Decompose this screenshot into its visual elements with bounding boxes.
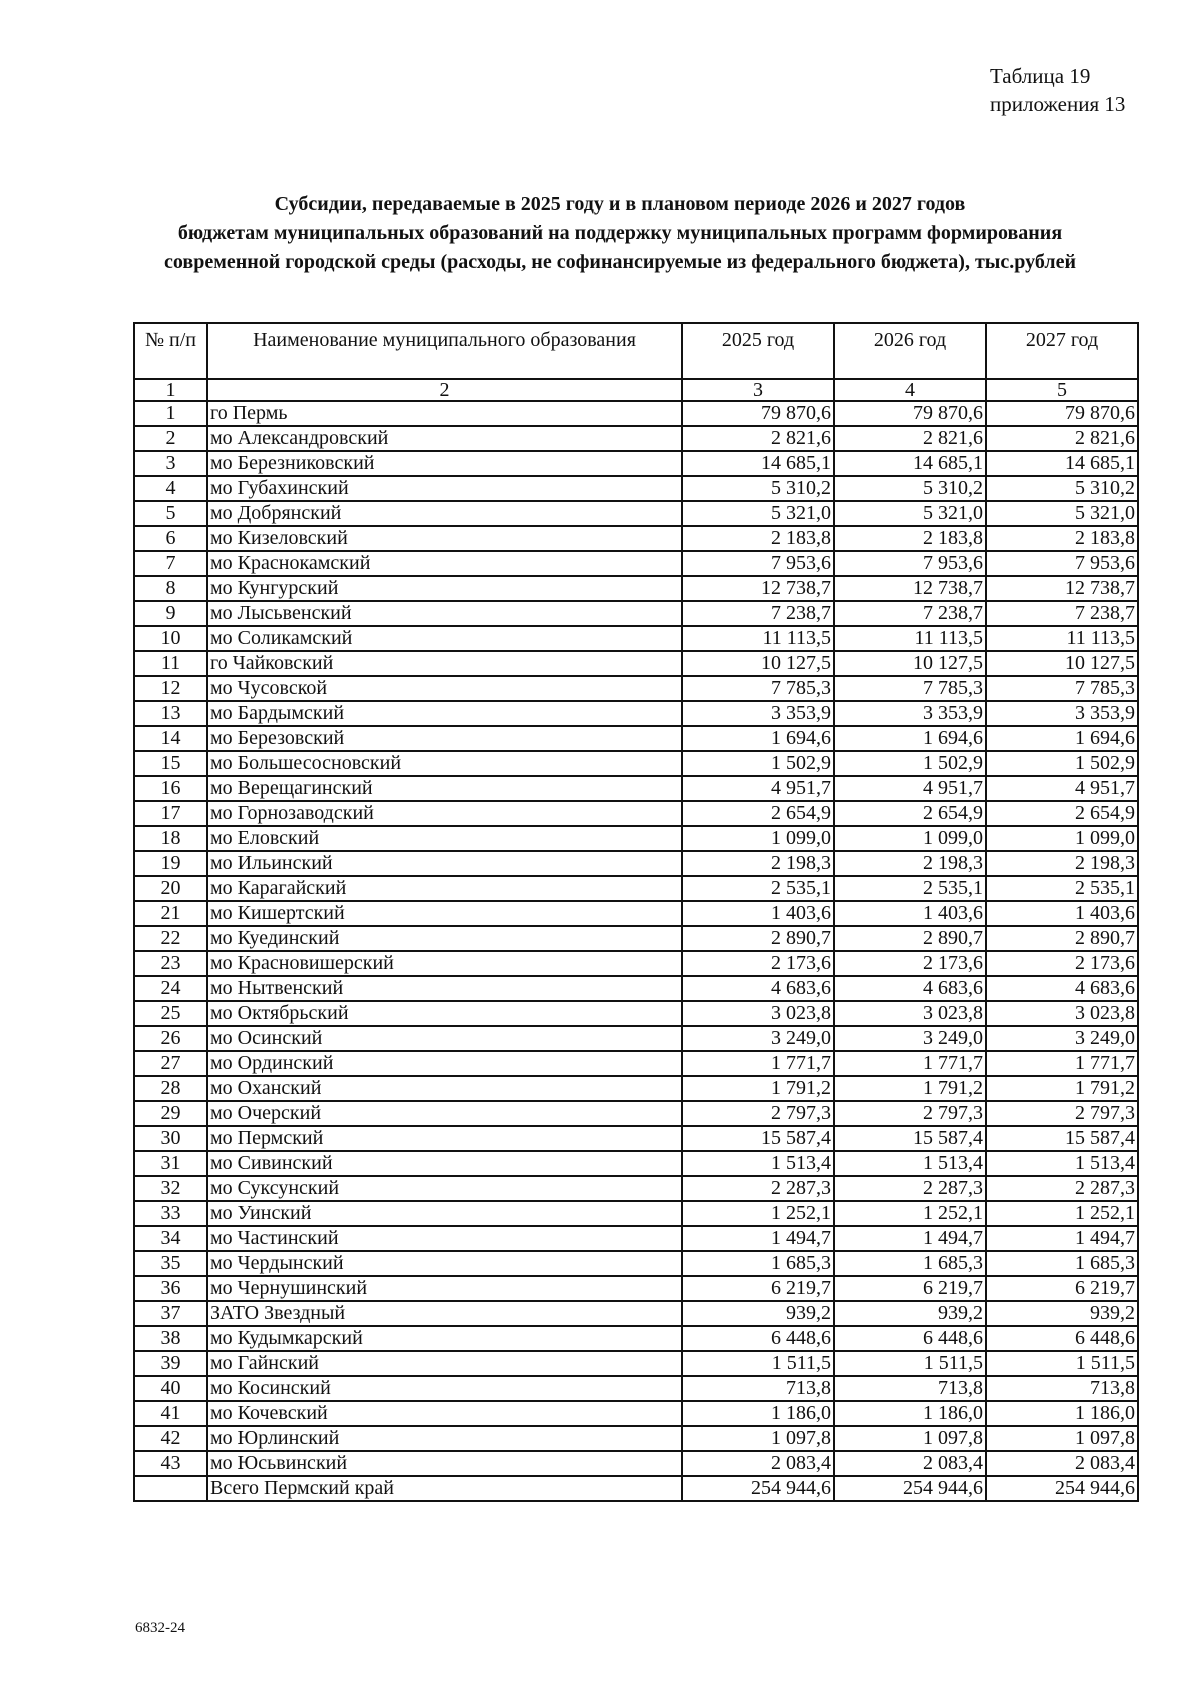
value-2026: 7 953,6 bbox=[834, 551, 986, 576]
value-2025: 1 403,6 bbox=[682, 901, 834, 926]
municipality-name: мо Красновишерский bbox=[207, 951, 682, 976]
value-2025: 2 654,9 bbox=[682, 801, 834, 826]
value-2025: 7 953,6 bbox=[682, 551, 834, 576]
value-2025: 5 321,0 bbox=[682, 501, 834, 526]
municipality-name: мо Соликамский bbox=[207, 626, 682, 651]
value-2027: 2 198,3 bbox=[986, 851, 1138, 876]
municipality-name: мо Юсьвинский bbox=[207, 1451, 682, 1476]
column-number: 3 bbox=[682, 379, 834, 401]
municipality-name: мо Кудымкарский bbox=[207, 1326, 682, 1351]
title-line-2: бюджетам муниципальных образований на поддержку муниципальных программ формирования bbox=[177, 222, 1063, 244]
table-row bbox=[134, 1451, 1138, 1476]
value-2027: 79 870,6 bbox=[986, 401, 1138, 426]
municipality-name: мо Верещагинский bbox=[207, 776, 682, 801]
value-2027: 2 173,6 bbox=[986, 951, 1138, 976]
value-2026: 2 083,4 bbox=[834, 1451, 986, 1476]
value-2027: 4 951,7 bbox=[986, 776, 1138, 801]
row-number: 7 bbox=[134, 551, 207, 576]
value-2027: 7 238,7 bbox=[986, 601, 1138, 626]
municipality-name: мо Карагайский bbox=[207, 876, 682, 901]
table-row bbox=[134, 451, 1138, 476]
table-row bbox=[134, 676, 1138, 701]
row-number: 22 bbox=[134, 926, 207, 951]
table-row bbox=[134, 526, 1138, 551]
value-2027: 3 249,0 bbox=[986, 1026, 1138, 1051]
table-row bbox=[134, 1226, 1138, 1251]
value-2026: 5 310,2 bbox=[834, 476, 986, 501]
municipality-name: мо Кизеловский bbox=[207, 526, 682, 551]
table-row bbox=[134, 1201, 1138, 1226]
row-number: 16 bbox=[134, 776, 207, 801]
value-2025: 4 683,6 bbox=[682, 976, 834, 1001]
value-2027: 2 797,3 bbox=[986, 1101, 1138, 1126]
value-2026: 7 785,3 bbox=[834, 676, 986, 701]
value-2027: 2 654,9 bbox=[986, 801, 1138, 826]
value-2026: 2 287,3 bbox=[834, 1176, 986, 1201]
value-2025: 939,2 bbox=[682, 1301, 834, 1326]
municipality-name: ЗАТО Звездный bbox=[207, 1301, 682, 1326]
table-reference bbox=[990, 62, 1125, 118]
municipality-name: го Пермь bbox=[207, 401, 682, 426]
value-2025: 1 791,2 bbox=[682, 1076, 834, 1101]
value-2026: 3 249,0 bbox=[834, 1026, 986, 1051]
table-row bbox=[134, 901, 1138, 926]
value-2027: 1 771,7 bbox=[986, 1051, 1138, 1076]
table-row bbox=[134, 1026, 1138, 1051]
total-label: Всего Пермский край bbox=[207, 1476, 682, 1501]
municipality-name: мо Ординский bbox=[207, 1051, 682, 1076]
table-row bbox=[134, 726, 1138, 751]
column-number: 1 bbox=[134, 379, 207, 401]
value-2026: 1 099,0 bbox=[834, 826, 986, 851]
value-2025: 6 448,6 bbox=[682, 1326, 834, 1351]
row-number: 34 bbox=[134, 1226, 207, 1251]
value-2025: 7 785,3 bbox=[682, 676, 834, 701]
row-number: 20 bbox=[134, 876, 207, 901]
table-row bbox=[134, 651, 1138, 676]
municipality-name: мо Лысьвенский bbox=[207, 601, 682, 626]
row-number: 2 bbox=[134, 426, 207, 451]
municipality-name: мо Сивинский bbox=[207, 1151, 682, 1176]
table-row bbox=[134, 951, 1138, 976]
table-row bbox=[134, 1101, 1138, 1126]
value-2026: 4 683,6 bbox=[834, 976, 986, 1001]
total-2027: 254 944,6 bbox=[986, 1476, 1138, 1501]
value-2025: 2 083,4 bbox=[682, 1451, 834, 1476]
value-2026: 1 511,5 bbox=[834, 1351, 986, 1376]
value-2027: 1 403,6 bbox=[986, 901, 1138, 926]
row-number: 6 bbox=[134, 526, 207, 551]
municipality-name: мо Частинский bbox=[207, 1226, 682, 1251]
value-2025: 5 310,2 bbox=[682, 476, 834, 501]
column-number: 2 bbox=[207, 379, 682, 401]
table-header-row bbox=[134, 323, 1138, 379]
row-number: 23 bbox=[134, 951, 207, 976]
value-2025: 3 353,9 bbox=[682, 701, 834, 726]
column-number: 4 bbox=[834, 379, 986, 401]
value-2027: 3 353,9 bbox=[986, 701, 1138, 726]
value-2026: 1 186,0 bbox=[834, 1401, 986, 1426]
value-2026: 5 321,0 bbox=[834, 501, 986, 526]
row-number: 19 bbox=[134, 851, 207, 876]
value-2026: 1 771,7 bbox=[834, 1051, 986, 1076]
row-number: 17 bbox=[134, 801, 207, 826]
value-2025: 2 890,7 bbox=[682, 926, 834, 951]
value-2025: 2 287,3 bbox=[682, 1176, 834, 1201]
value-2027: 4 683,6 bbox=[986, 976, 1138, 1001]
value-2027: 7 953,6 bbox=[986, 551, 1138, 576]
value-2026: 2 797,3 bbox=[834, 1101, 986, 1126]
appendix-label: приложения 13 bbox=[990, 92, 1126, 116]
value-2026: 4 951,7 bbox=[834, 776, 986, 801]
table-row bbox=[134, 626, 1138, 651]
row-number: 31 bbox=[134, 1151, 207, 1176]
table-row bbox=[134, 826, 1138, 851]
value-2025: 3 023,8 bbox=[682, 1001, 834, 1026]
value-2026: 713,8 bbox=[834, 1376, 986, 1401]
table-row bbox=[134, 1001, 1138, 1026]
municipality-name: мо Бардымский bbox=[207, 701, 682, 726]
table-row bbox=[134, 601, 1138, 626]
row-number: 33 bbox=[134, 1201, 207, 1226]
value-2026: 2 198,3 bbox=[834, 851, 986, 876]
municipality-name: мо Чернушинский bbox=[207, 1276, 682, 1301]
title-line-1: Субсидии, передаваемые в 2025 году и в плановом периоде 2026 и 2027 годов bbox=[274, 193, 966, 215]
value-2027: 6 448,6 bbox=[986, 1326, 1138, 1351]
subsidies-table bbox=[133, 322, 1139, 1502]
value-2026: 3 023,8 bbox=[834, 1001, 986, 1026]
row-number: 21 bbox=[134, 901, 207, 926]
value-2026: 7 238,7 bbox=[834, 601, 986, 626]
municipality-name: мо Губахинский bbox=[207, 476, 682, 501]
value-2026: 15 587,4 bbox=[834, 1126, 986, 1151]
value-2026: 3 353,9 bbox=[834, 701, 986, 726]
municipality-name: мо Березниковский bbox=[207, 451, 682, 476]
table-row bbox=[134, 1401, 1138, 1426]
table-row bbox=[134, 876, 1138, 901]
value-2027: 939,2 bbox=[986, 1301, 1138, 1326]
municipality-name: мо Оханский bbox=[207, 1076, 682, 1101]
municipality-name: мо Кишертский bbox=[207, 901, 682, 926]
value-2026: 1 097,8 bbox=[834, 1426, 986, 1451]
table-row bbox=[134, 1126, 1138, 1151]
value-2027: 2 183,8 bbox=[986, 526, 1138, 551]
row-number: 38 bbox=[134, 1326, 207, 1351]
total-2025: 254 944,6 bbox=[682, 1476, 834, 1501]
value-2027: 14 685,1 bbox=[986, 451, 1138, 476]
table-row bbox=[134, 401, 1138, 426]
row-number: 10 bbox=[134, 626, 207, 651]
row-number: 32 bbox=[134, 1176, 207, 1201]
value-2025: 2 821,6 bbox=[682, 426, 834, 451]
value-2025: 11 113,5 bbox=[682, 626, 834, 651]
table-row bbox=[134, 1151, 1138, 1176]
municipality-name: мо Косинский bbox=[207, 1376, 682, 1401]
value-2025: 15 587,4 bbox=[682, 1126, 834, 1151]
municipality-name: мо Очерский bbox=[207, 1101, 682, 1126]
table-row bbox=[134, 1176, 1138, 1201]
row-number: 13 bbox=[134, 701, 207, 726]
value-2026: 1 252,1 bbox=[834, 1201, 986, 1226]
value-2025: 1 694,6 bbox=[682, 726, 834, 751]
value-2027: 1 502,9 bbox=[986, 751, 1138, 776]
row-number: 15 bbox=[134, 751, 207, 776]
row-number: 26 bbox=[134, 1026, 207, 1051]
value-2027: 1 186,0 bbox=[986, 1401, 1138, 1426]
row-number: 5 bbox=[134, 501, 207, 526]
municipality-name: мо Кунгурский bbox=[207, 576, 682, 601]
municipality-name: мо Чусовской bbox=[207, 676, 682, 701]
table-row bbox=[134, 501, 1138, 526]
value-2027: 7 785,3 bbox=[986, 676, 1138, 701]
municipality-name: мо Большесосновский bbox=[207, 751, 682, 776]
value-2026: 1 513,4 bbox=[834, 1151, 986, 1176]
title-line-3: современной городской среды (расходы, не софинансируемые из федерального бюджета), тыс.рублей bbox=[164, 251, 1076, 273]
row-number: 28 bbox=[134, 1076, 207, 1101]
value-2026: 79 870,6 bbox=[834, 401, 986, 426]
value-2027: 1 097,8 bbox=[986, 1426, 1138, 1451]
table-row bbox=[134, 1351, 1138, 1376]
municipality-name: мо Уинский bbox=[207, 1201, 682, 1226]
value-2027: 2 535,1 bbox=[986, 876, 1138, 901]
row-number: 37 bbox=[134, 1301, 207, 1326]
row-number: 18 bbox=[134, 826, 207, 851]
table-label: Таблица 19 bbox=[990, 64, 1091, 88]
total-2026: 254 944,6 bbox=[834, 1476, 986, 1501]
value-2026: 2 183,8 bbox=[834, 526, 986, 551]
row-number: 40 bbox=[134, 1376, 207, 1401]
row-number: 43 bbox=[134, 1451, 207, 1476]
table-row bbox=[134, 1376, 1138, 1401]
value-2025: 1 513,4 bbox=[682, 1151, 834, 1176]
municipality-name: мо Куединский bbox=[207, 926, 682, 951]
value-2025: 14 685,1 bbox=[682, 451, 834, 476]
value-2027: 12 738,7 bbox=[986, 576, 1138, 601]
document-title bbox=[110, 190, 1130, 277]
table-row bbox=[134, 426, 1138, 451]
row-number: 42 bbox=[134, 1426, 207, 1451]
value-2025: 1 494,7 bbox=[682, 1226, 834, 1251]
value-2026: 2 173,6 bbox=[834, 951, 986, 976]
value-2026: 10 127,5 bbox=[834, 651, 986, 676]
value-2025: 12 738,7 bbox=[682, 576, 834, 601]
row-number: 12 bbox=[134, 676, 207, 701]
municipality-name: мо Горнозаводский bbox=[207, 801, 682, 826]
value-2027: 1 252,1 bbox=[986, 1201, 1138, 1226]
municipality-name: мо Суксунский bbox=[207, 1176, 682, 1201]
value-2027: 5 321,0 bbox=[986, 501, 1138, 526]
header-name: Наименование муниципального образования bbox=[207, 323, 682, 379]
table-row bbox=[134, 576, 1138, 601]
table-row bbox=[134, 851, 1138, 876]
row-number: 29 bbox=[134, 1101, 207, 1126]
row-number: 36 bbox=[134, 1276, 207, 1301]
value-2027: 713,8 bbox=[986, 1376, 1138, 1401]
row-number: 24 bbox=[134, 976, 207, 1001]
table-row bbox=[134, 776, 1138, 801]
value-2027: 11 113,5 bbox=[986, 626, 1138, 651]
value-2026: 6 219,7 bbox=[834, 1276, 986, 1301]
value-2026: 1 494,7 bbox=[834, 1226, 986, 1251]
header-number: № п/п bbox=[134, 323, 207, 379]
value-2025: 1 186,0 bbox=[682, 1401, 834, 1426]
value-2026: 1 694,6 bbox=[834, 726, 986, 751]
row-number: 25 bbox=[134, 1001, 207, 1026]
value-2026: 12 738,7 bbox=[834, 576, 986, 601]
row-number: 4 bbox=[134, 476, 207, 501]
row-number: 1 bbox=[134, 401, 207, 426]
municipality-name: мо Кочевский bbox=[207, 1401, 682, 1426]
value-2027: 2 890,7 bbox=[986, 926, 1138, 951]
row-number: 9 bbox=[134, 601, 207, 626]
municipality-name: мо Гайнский bbox=[207, 1351, 682, 1376]
municipality-name: мо Краснокамский bbox=[207, 551, 682, 576]
municipality-name: го Чайковский bbox=[207, 651, 682, 676]
municipality-name: мо Юрлинский bbox=[207, 1426, 682, 1451]
value-2025: 2 198,3 bbox=[682, 851, 834, 876]
value-2025: 7 238,7 bbox=[682, 601, 834, 626]
municipality-name: мо Ильинский bbox=[207, 851, 682, 876]
value-2025: 2 173,6 bbox=[682, 951, 834, 976]
value-2025: 1 252,1 bbox=[682, 1201, 834, 1226]
document-code: 6832-24 bbox=[135, 1620, 185, 1636]
value-2026: 2 890,7 bbox=[834, 926, 986, 951]
value-2025: 4 951,7 bbox=[682, 776, 834, 801]
value-2027: 1 511,5 bbox=[986, 1351, 1138, 1376]
header-2025: 2025 год bbox=[682, 323, 834, 379]
value-2026: 2 654,9 bbox=[834, 801, 986, 826]
value-2025: 79 870,6 bbox=[682, 401, 834, 426]
value-2027: 10 127,5 bbox=[986, 651, 1138, 676]
value-2025: 6 219,7 bbox=[682, 1276, 834, 1301]
municipality-name: мо Добрянский bbox=[207, 501, 682, 526]
row-number: 30 bbox=[134, 1126, 207, 1151]
header-2026: 2026 год bbox=[834, 323, 986, 379]
value-2026: 14 685,1 bbox=[834, 451, 986, 476]
table-row bbox=[134, 926, 1138, 951]
value-2025: 713,8 bbox=[682, 1376, 834, 1401]
value-2027: 1 099,0 bbox=[986, 826, 1138, 851]
total-row bbox=[134, 1476, 1138, 1501]
row-number: 35 bbox=[134, 1251, 207, 1276]
value-2025: 2 183,8 bbox=[682, 526, 834, 551]
table-row bbox=[134, 1251, 1138, 1276]
table-row bbox=[134, 1301, 1138, 1326]
value-2026: 6 448,6 bbox=[834, 1326, 986, 1351]
table-row bbox=[134, 476, 1138, 501]
value-2026: 1 502,9 bbox=[834, 751, 986, 776]
value-2027: 1 685,3 bbox=[986, 1251, 1138, 1276]
table-row bbox=[134, 1076, 1138, 1101]
total-number bbox=[134, 1476, 207, 1501]
value-2025: 10 127,5 bbox=[682, 651, 834, 676]
municipality-name: мо Октябрьский bbox=[207, 1001, 682, 1026]
row-number: 39 bbox=[134, 1351, 207, 1376]
row-number: 8 bbox=[134, 576, 207, 601]
value-2027: 1 494,7 bbox=[986, 1226, 1138, 1251]
header-2027: 2027 год bbox=[986, 323, 1138, 379]
value-2026: 1 685,3 bbox=[834, 1251, 986, 1276]
value-2025: 2 797,3 bbox=[682, 1101, 834, 1126]
row-number: 11 bbox=[134, 651, 207, 676]
value-2025: 1 099,0 bbox=[682, 826, 834, 851]
value-2025: 1 771,7 bbox=[682, 1051, 834, 1076]
row-number: 3 bbox=[134, 451, 207, 476]
table-body bbox=[134, 401, 1138, 1476]
table-row bbox=[134, 1276, 1138, 1301]
value-2026: 2 535,1 bbox=[834, 876, 986, 901]
table-row bbox=[134, 551, 1138, 576]
row-number: 27 bbox=[134, 1051, 207, 1076]
value-2026: 1 403,6 bbox=[834, 901, 986, 926]
table-row bbox=[134, 701, 1138, 726]
table-row bbox=[134, 1426, 1138, 1451]
value-2027: 2 821,6 bbox=[986, 426, 1138, 451]
value-2027: 1 694,6 bbox=[986, 726, 1138, 751]
value-2027: 5 310,2 bbox=[986, 476, 1138, 501]
value-2026: 11 113,5 bbox=[834, 626, 986, 651]
value-2026: 1 791,2 bbox=[834, 1076, 986, 1101]
row-number: 14 bbox=[134, 726, 207, 751]
table-row bbox=[134, 801, 1138, 826]
table-row bbox=[134, 1326, 1138, 1351]
municipality-name: мо Нытвенский bbox=[207, 976, 682, 1001]
value-2025: 1 511,5 bbox=[682, 1351, 834, 1376]
value-2027: 1 513,4 bbox=[986, 1151, 1138, 1176]
value-2025: 1 097,8 bbox=[682, 1426, 834, 1451]
municipality-name: мо Осинский bbox=[207, 1026, 682, 1051]
value-2027: 2 083,4 bbox=[986, 1451, 1138, 1476]
table-row bbox=[134, 976, 1138, 1001]
value-2025: 1 685,3 bbox=[682, 1251, 834, 1276]
municipality-name: мо Березовский bbox=[207, 726, 682, 751]
municipality-name: мо Пермский bbox=[207, 1126, 682, 1151]
value-2027: 6 219,7 bbox=[986, 1276, 1138, 1301]
value-2027: 2 287,3 bbox=[986, 1176, 1138, 1201]
value-2027: 1 791,2 bbox=[986, 1076, 1138, 1101]
value-2026: 939,2 bbox=[834, 1301, 986, 1326]
value-2025: 3 249,0 bbox=[682, 1026, 834, 1051]
value-2027: 3 023,8 bbox=[986, 1001, 1138, 1026]
value-2025: 1 502,9 bbox=[682, 751, 834, 776]
value-2027: 15 587,4 bbox=[986, 1126, 1138, 1151]
value-2026: 2 821,6 bbox=[834, 426, 986, 451]
municipality-name: мо Еловский bbox=[207, 826, 682, 851]
value-2025: 2 535,1 bbox=[682, 876, 834, 901]
table-row bbox=[134, 751, 1138, 776]
table-row bbox=[134, 1051, 1138, 1076]
column-number: 5 bbox=[986, 379, 1138, 401]
municipality-name: мо Александровский bbox=[207, 426, 682, 451]
column-number-row bbox=[134, 379, 1138, 401]
municipality-name: мо Чердынский bbox=[207, 1251, 682, 1276]
row-number: 41 bbox=[134, 1401, 207, 1426]
